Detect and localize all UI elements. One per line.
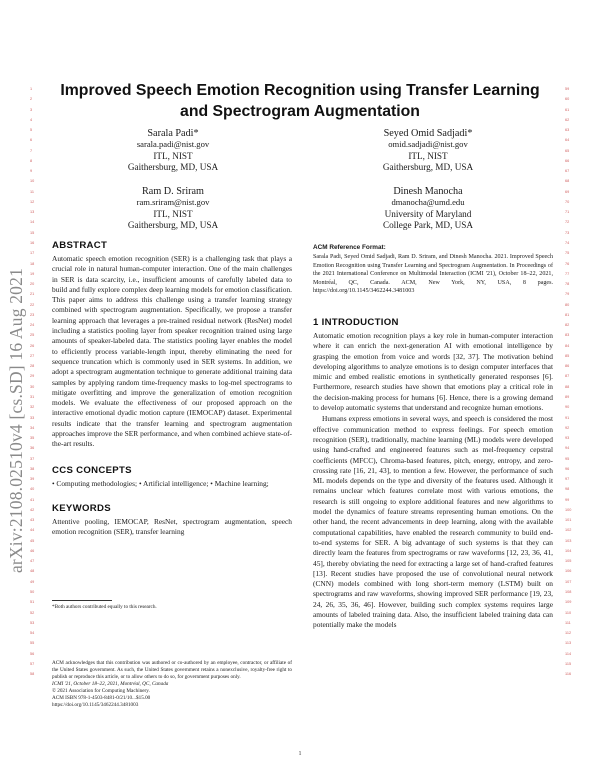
line-number: 25 [30, 333, 35, 338]
line-number: 37 [30, 456, 35, 461]
line-number: 96 [565, 466, 570, 471]
line-number: 53 [30, 620, 35, 625]
line-number: 38 [30, 466, 35, 471]
doi-link[interactable]: https://doi.org/10.1145/3462244.3481003 [52, 702, 139, 708]
line-number: 105 [565, 559, 572, 564]
line-number: 76 [565, 261, 570, 266]
author-block [98, 186, 248, 232]
author-block [98, 128, 248, 174]
right-column [313, 244, 553, 631]
line-number: 106 [565, 569, 572, 574]
page-number: 1 [298, 751, 302, 757]
line-number: 35 [30, 436, 35, 441]
line-number: 66 [565, 158, 570, 163]
footnote-rule [52, 600, 112, 601]
line-number: 78 [565, 282, 570, 287]
author-org: ITL, NIST [153, 150, 193, 161]
keywords-heading: KEYWORDS [52, 502, 111, 514]
line-number: 2 [30, 97, 33, 102]
line-number: 103 [565, 538, 572, 543]
author-email[interactable]: ram.sriram@nist.gov [136, 197, 210, 208]
line-number: 116 [565, 672, 572, 677]
author-org: University of Maryland [384, 208, 472, 219]
line-number: 10 [30, 179, 35, 184]
line-number: 69 [565, 189, 570, 194]
line-number: 67 [565, 169, 570, 174]
ccs-heading: CCS CONCEPTS [52, 464, 132, 476]
line-number: 33 [30, 415, 35, 420]
line-number: 61 [565, 107, 570, 112]
line-number: 46 [30, 548, 35, 553]
line-number: 12 [30, 199, 35, 204]
line-number: 7 [30, 148, 33, 153]
line-numbers-right [565, 84, 571, 679]
line-number: 8 [30, 158, 33, 163]
line-number: 5 [30, 128, 33, 133]
line-number: 81 [565, 312, 570, 317]
arxiv-identifier[interactable]: arXiv:2108.02510v4 [cs.SD] 16 Aug 2021 [6, 267, 27, 573]
line-number: 30 [30, 384, 35, 389]
abstract-heading: ABSTRACT [52, 240, 108, 251]
line-number: 91 [565, 415, 570, 420]
line-number: 59 [565, 87, 570, 91]
line-number: 102 [565, 528, 572, 533]
author-name: Dinesh Manocha [393, 186, 463, 197]
line-number: 40 [30, 487, 35, 492]
line-number: 1 [30, 87, 33, 91]
line-number: 70 [565, 199, 570, 204]
line-number: 54 [30, 631, 35, 636]
line-number: 110 [565, 610, 572, 615]
author-location: Gaithersburg, MD, USA [127, 162, 219, 173]
line-number: 62 [565, 117, 570, 122]
line-number: 57 [30, 661, 35, 666]
line-number: 80 [565, 302, 570, 307]
line-number: 112 [565, 631, 572, 636]
line-number: 4 [30, 117, 33, 122]
author-name: Seyed Omid Sadjadi* [383, 128, 473, 139]
line-number: 51 [30, 600, 35, 605]
intro-paragraph: Automatic emotion recognition plays a key role in human-computer interaction where it can enrich the next-generation AI with emotional intelligence by grasping the emotion from voice and words [32, 37]. The motivation behind developing algorithms to analyze emotions is to design computer interfaces that mimic and embed realistic emotions in synthetically generated responses [6]. Furthermore, research studies have shown that emotions play a critical role in the decision-making process for humans [6]. Hence, there is a growing demand to develop automatic systems that understand and recognize human emotions. [313, 330, 553, 413]
paper-title: Improved Speech Emotion Recognition using Transfer Learning and Spectrogram Augmentation [60, 82, 540, 120]
line-number: 98 [565, 487, 570, 492]
line-number: 27 [30, 353, 35, 358]
line-number: 34 [30, 425, 35, 430]
line-number: 26 [30, 343, 35, 348]
line-number: 101 [565, 518, 572, 523]
introduction-heading: 1 INTRODUCTION [313, 316, 399, 328]
line-number: 90 [565, 405, 570, 410]
line-number: 83 [565, 333, 570, 338]
line-number: 113 [565, 641, 572, 646]
line-number: 42 [30, 507, 35, 512]
author-org: ITL, NIST [408, 150, 448, 161]
line-number: 16 [30, 240, 35, 245]
intro-paragraph: Humans express emotions in several ways, and speech is considered the most effective communication method to express feelings. For speech emotion recognition (SER), traditionally, machine learning (ML) models were developed using hand-crafted and engineered features such as mel-frequency cepstral coefficients (MFCC), Chroma-based features, pitch, energy, entropy, and zero-crossing rate [16, 21, 43], to mention a few. However, the performance of such ML models depends on the type and diversity of the features used. Although it remains unclear which features correlate most with various emotions, the research is still ongoing to explore additional features and new algorithms to model the dynamics of feature streams representing human emotions. On the other hand, the recent advancements in deep learning, along with the available computational capabilities, have enabled the research community to build end-to-end systems for SER. A big advantage of such systems is that they can directly learn the features from spectrograms or raw waveforms [12, 23, 36, 41, 45], thereby obviating the need for extracting a large set of hand-crafted features [13]. Recent studies have proposed the use of convolutional neural network (CNN) models combined with long short-term memory (LSTM) built on spectrograms and raw waveforms, showing improved SER performance [19, 23, 24, 26, 35, 36, 46]. However, building such complex systems requires large amounts of labeled training data. Also, the insufficient labeled training data can potentially make the models [313, 414, 553, 630]
reference-format-text: Sarala Padi, Seyed Omid Sadjadi, Ram D. Sriram, and Dinesh Manocha. 2021. Improved Speech Emotion Recognition using Transfer Learning and Spectrogram Augmentation. In Proceedings of the 2021 International Conference on Multimodal Interaction (ICMI '21), October 18–22, 2021, Montréal, QC, Canada. ACM, New York, NY, USA, 8 pages. https://doi.org/10.1145/3462244.3481003 [313, 254, 553, 295]
line-number: 58 [30, 672, 35, 677]
footnote-area [52, 600, 292, 611]
line-number: 111 [565, 620, 571, 625]
line-number: 31 [30, 394, 35, 399]
line-number: 9 [30, 169, 33, 174]
line-number: 49 [30, 579, 35, 584]
line-number: 63 [565, 128, 570, 133]
line-number: 36 [30, 446, 35, 451]
line-number: 55 [30, 641, 35, 646]
author-name: Ram D. Sriram [142, 186, 204, 197]
author-email[interactable]: dmanocha@umd.edu [391, 197, 465, 208]
line-number: 108 [565, 590, 572, 595]
line-number: 86 [565, 364, 570, 369]
line-numbers-left [30, 84, 34, 679]
line-number: 41 [30, 497, 35, 502]
line-number: 74 [565, 240, 570, 245]
line-number: 87 [565, 374, 570, 379]
line-number: 92 [565, 425, 570, 430]
line-number: 18 [30, 261, 35, 266]
line-number: 64 [565, 138, 570, 143]
line-number: 71 [565, 210, 570, 215]
abstract-text: Automatic speech emotion recognition (SER) is a challenging task that plays a crucial role in natural human-computer interaction. One of the main challenges in SER is data scarcity, i.e., insufficient amounts of carefully labeled data to build and fully explore complex deep learning models for emotion classification. This paper aims to address this challenge using a transfer learning strategy combined with spectrogram augmentation. Specifically, we propose a transfer learning approach that leverages a pre-trained residual network (ResNet) model including a statistics pooling layer from speaker recognition trained using large amounts of speaker-labeled data. The statistics pooling layer enables the model to efficiently process variable-length input, thereby eliminating the need for sequence truncation which is commonly used in SER systems. In addition, we adopt a spectrogram augmentation technique to generate additional training data samples by applying random time-frequency masks to log-mel spectrograms to mitigate overfitting and improve the generalization of emotion recognition models. We evaluate the effectiveness of our proposed approach on the interactive emotional dyadic motion capture (IEMOCAP) dataset. Experimental results indicate that the transfer learning and spectrogram augmentation approaches improve the SER performance, and when combined achieve state-of-the-art results. [52, 254, 292, 449]
line-number: 68 [565, 179, 570, 184]
ccs-text: • Computing methodologies; • Artificial intelligence; • Machine learning; [52, 478, 269, 488]
line-number: 28 [30, 364, 35, 369]
line-number: 23 [30, 312, 35, 317]
line-number: 79 [565, 292, 570, 297]
line-number: 109 [565, 600, 572, 605]
reference-format-heading: ACM Reference Format: [313, 244, 386, 251]
footnote: *Both authors contributed equally to this research. [52, 604, 157, 610]
line-number: 32 [30, 405, 35, 410]
line-number: 50 [30, 590, 35, 595]
line-number: 52 [30, 610, 35, 615]
line-number: 84 [565, 343, 570, 348]
line-number: 14 [30, 220, 35, 225]
acm-notice: ACM acknowledges that this contribution was authored or co-authored by an employee, contractor, or affiliate of the United States government. As such, the United States government retains a nonexclusive, royalty-free right to publish or reproduce this article, or to allow others to do so, for government purposes only. ICMI '21, October 18–22, 2021, Montréal, QC, Canada © 2021 Association for Computing Machinery. ACM ISBN 978-1-4503-8481-0/21/10...$15.00 https://doi.org/10.1145/3462244.3481003 [52, 660, 292, 708]
line-number: 3 [30, 107, 33, 112]
line-number: 88 [565, 384, 570, 389]
keywords-text: Attentive pooling, IEMOCAP, ResNet, spectrogram augmentation, speech emotion recognition (SER), transfer learning [52, 516, 292, 537]
line-number: 29 [30, 374, 35, 379]
line-number: 24 [30, 323, 35, 328]
author-location: Gaithersburg, MD, USA [382, 162, 474, 173]
line-number: 17 [30, 251, 35, 256]
line-number: 45 [30, 538, 35, 543]
line-number: 115 [565, 661, 572, 666]
line-number: 114 [565, 651, 572, 656]
author-org: ITL, NIST [153, 208, 193, 219]
line-number: 21 [30, 292, 35, 297]
line-number: 75 [565, 251, 570, 256]
line-number: 104 [565, 548, 572, 553]
line-number: 11 [30, 189, 34, 194]
line-number: 100 [565, 507, 572, 512]
line-number: 60 [565, 97, 570, 102]
author-block [353, 128, 503, 174]
author-location: Gaithersburg, MD, USA [127, 220, 219, 231]
line-number: 94 [565, 446, 570, 451]
line-number: 15 [30, 230, 35, 235]
line-number: 82 [565, 323, 570, 328]
line-number: 56 [30, 651, 35, 656]
line-number: 93 [565, 436, 570, 441]
line-number: 48 [30, 569, 35, 574]
author-block [353, 186, 503, 232]
author-email[interactable]: omid.sadjadi@nist.gov [388, 139, 468, 150]
line-number: 97 [565, 477, 570, 482]
line-number: 44 [30, 528, 35, 533]
left-column [52, 240, 292, 538]
line-number: 22 [30, 302, 35, 307]
line-number: 20 [30, 282, 35, 287]
author-location: College Park, MD, USA [382, 220, 474, 231]
line-number: 73 [565, 230, 570, 235]
line-number: 43 [30, 518, 35, 523]
line-number: 39 [30, 477, 35, 482]
line-number: 19 [30, 271, 35, 276]
line-number: 6 [30, 138, 33, 143]
line-number: 107 [565, 579, 572, 584]
line-number: 13 [30, 210, 35, 215]
line-number: 95 [565, 456, 570, 461]
line-number: 89 [565, 394, 570, 399]
line-number: 85 [565, 353, 570, 358]
line-number: 47 [30, 559, 35, 564]
author-email[interactable]: sarala.padi@nist.gov [136, 139, 210, 150]
line-number: 72 [565, 220, 570, 225]
author-name: Sarala Padi* [147, 128, 199, 139]
line-number: 65 [565, 148, 570, 153]
line-number: 77 [565, 271, 570, 276]
line-number: 99 [565, 497, 570, 502]
